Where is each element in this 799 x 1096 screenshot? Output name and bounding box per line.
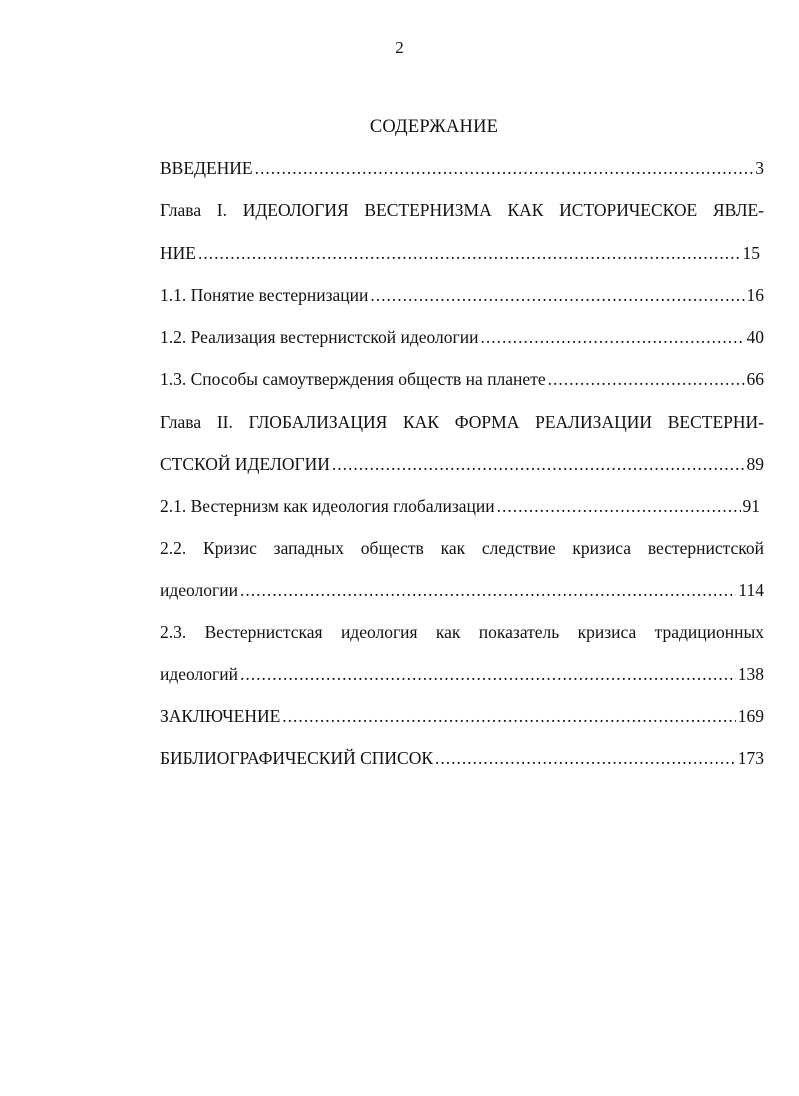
toc-entry-chapter-2 [160, 452, 764, 476]
page-number: 2 [395, 38, 404, 57]
toc-entry-label: 1.2. Реализация вестернистской идеологии [160, 327, 479, 347]
toc-entry-label: 1.3. Способы самоутверждения обществ на планете [160, 369, 546, 389]
toc-entry-page: 91 [742, 496, 760, 516]
toc-entry-page: 40 [746, 327, 764, 347]
toc-entry-section-2-3 [160, 662, 764, 686]
toc-title: СОДЕРЖАНИЕ [369, 117, 499, 137]
toc-entry-page: 173 [737, 748, 764, 768]
dot-leader [198, 241, 741, 265]
toc-entry-page: 66 [746, 369, 764, 389]
toc-entry-page: 15 [742, 243, 760, 263]
toc-entry-section-2-1 [160, 494, 760, 518]
toc-entry-chapter-2-line-1: Глава II. ГЛОБАЛИЗАЦИЯ КАК ФОРМА РЕАЛИЗАЦИИ ВЕСТЕРНИ- [160, 412, 764, 432]
toc-entry-section-1-1 [160, 283, 764, 307]
dot-leader [480, 325, 744, 349]
dot-leader [370, 283, 744, 307]
toc-entry-page: 138 [737, 664, 764, 684]
toc-entry-label: идеологии [160, 580, 238, 600]
toc-entry-label: БИБЛИОГРАФИЧЕСКИЙ СПИСОК [160, 748, 434, 768]
toc-entry-page: 3 [755, 158, 764, 178]
toc-entry-bibliography [160, 746, 764, 770]
toc-entry-section-2-2-line-1: 2.2. Кризис западных обществ как следствие кризиса вестернистской [160, 538, 764, 558]
toc-entry-section-1-2 [160, 325, 764, 349]
toc-entry-introduction [160, 156, 764, 180]
dot-leader [255, 156, 754, 180]
toc-entry-label: 1.1. Понятие вестернизации [160, 285, 369, 305]
dot-leader [282, 704, 735, 728]
toc-entry-page: 169 [737, 706, 764, 726]
toc-entry-section-1-3 [160, 367, 764, 391]
toc-entry-label: ЗАКЛЮЧЕНИЕ [160, 706, 281, 726]
toc-entry-page: 16 [746, 285, 764, 305]
dot-leader [548, 367, 745, 391]
dot-leader [240, 578, 736, 602]
toc-entry-label: ВВЕДЕНИЕ [160, 158, 253, 178]
toc-entry-section-2-3-line-1: 2.3. Вестернистская идеология как показатель кризиса традиционных [160, 622, 764, 642]
toc-entry-page: 114 [738, 580, 764, 600]
dot-leader [435, 746, 736, 770]
dot-leader [497, 494, 741, 518]
toc-entry-section-2-2 [160, 578, 764, 602]
toc-entry-chapter-1-line-1: Глава I. ИДЕОЛОГИЯ ВЕСТЕРНИЗМА КАК ИСТОРИЧЕСКОЕ ЯВЛЕ- [160, 200, 764, 220]
toc-entry-chapter-1 [160, 241, 760, 265]
toc-entry-page: 89 [746, 454, 764, 474]
toc-entry-label: 2.1. Вестернизм как идеология глобализации [160, 496, 495, 516]
toc-entry-conclusion [160, 704, 764, 728]
dot-leader [240, 662, 736, 686]
toc-entry-label: идеологий [160, 664, 238, 684]
dot-leader [332, 452, 745, 476]
toc-entry-label: СТСКОЙ ИДЕЛОГИИ [160, 454, 330, 474]
toc-entry-label: НИЕ [160, 243, 196, 263]
